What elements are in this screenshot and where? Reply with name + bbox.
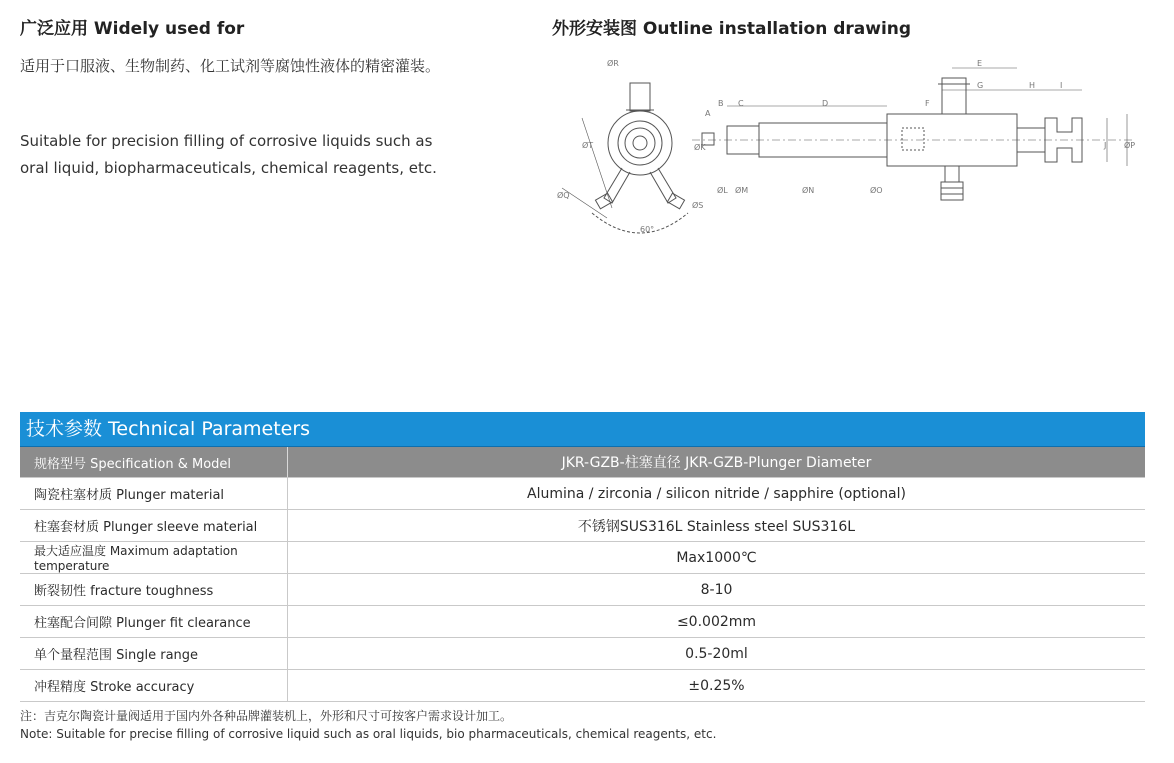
table-row (20, 542, 1145, 574)
svg-text:J: J (1104, 141, 1107, 150)
row-value: 不锈钢SUS316L Stainless steel SUS316L (577, 518, 856, 535)
row-value: Max1000℃ (676, 549, 757, 566)
row-label: 陶瓷柱塞材质 Plunger material (20, 478, 288, 509)
note-cn: 注：吉克尔陶瓷计量阀适用于国内外各种品牌灌装机上，外形和尺寸可按客户需求设计加工。 (20, 709, 513, 723)
widely-used-title: 广泛应用 Widely used for (20, 19, 245, 39)
outline-drawing-title: 外形安装图 Outline installation drawing (552, 19, 912, 39)
svg-text:F: F (925, 99, 930, 108)
row-label: 柱塞配合间隙 Plunger fit clearance (20, 606, 288, 637)
row-value: 8-10 (700, 581, 733, 598)
svg-text:C: C (738, 99, 744, 108)
svg-text:I: I (1060, 81, 1063, 90)
row-label: 最大适应温度 Maximum adaptation temperature (20, 542, 288, 573)
technical-parameters-table (20, 412, 1145, 702)
svg-text:ØO: ØO (870, 186, 883, 195)
table-row (20, 574, 1145, 606)
svg-text:ØP: ØP (1124, 141, 1136, 150)
svg-text:ØT: ØT (582, 141, 594, 150)
row-label: 柱塞套材质 Plunger sleeve material (20, 510, 288, 541)
svg-text:A: A (705, 109, 711, 118)
row-label: 断裂韧性 fracture toughness (20, 574, 288, 605)
svg-text:60°: 60° (640, 225, 655, 234)
spec-label: 规格型号 Specification & Model (20, 447, 288, 477)
outline-installation-drawing (552, 48, 1142, 248)
row-value: Alumina / zirconia / silicon nitride / sapphire (optional) (527, 485, 906, 502)
table-row (20, 478, 1145, 510)
usage-text-cn: 适用于口服液、生物制药、化工试剂等腐蚀性液体的精密灌装。 (20, 57, 441, 75)
row-label: 冲程精度 Stroke accuracy (20, 670, 288, 701)
svg-text:D: D (822, 99, 829, 108)
table-row (20, 670, 1145, 702)
table-row (20, 606, 1145, 638)
table-row (20, 510, 1145, 542)
note-en: Note: Suitable for precise filling of corrosive liquid such as oral liquids, bio pharmaceuticals, chemical reagents, etc. (20, 727, 717, 741)
svg-text:ØL: ØL (717, 186, 728, 195)
svg-text:ØR: ØR (607, 59, 619, 68)
row-value: ±0.25% (688, 677, 745, 694)
svg-text:ØN: ØN (802, 186, 815, 195)
row-value: 0.5-20ml (685, 645, 748, 662)
svg-text:ØQ: ØQ (557, 191, 570, 200)
svg-text:G: G (977, 81, 984, 90)
row-label: 单个量程范围 Single range (20, 638, 288, 669)
svg-text:E: E (977, 59, 983, 68)
svg-text:B: B (718, 99, 724, 108)
row-value: ≤0.002mm (676, 613, 757, 630)
svg-text:ØM: ØM (735, 186, 749, 195)
usage-text-en: Suitable for precision filling of corrosive liquids such as oral liquid, biopharmaceuticals, chemical reagents, etc. (20, 132, 437, 177)
spec-value: JKR-GZB-柱塞直径 JKR-GZB-Plunger Diameter (561, 455, 872, 471)
svg-text:H: H (1029, 81, 1036, 90)
svg-text:ØK: ØK (694, 143, 706, 152)
table-row (20, 638, 1145, 670)
table-header-row (20, 447, 1145, 478)
table-title: 技术参数 Technical Parameters (20, 412, 1145, 447)
svg-text:ØS: ØS (692, 201, 704, 210)
